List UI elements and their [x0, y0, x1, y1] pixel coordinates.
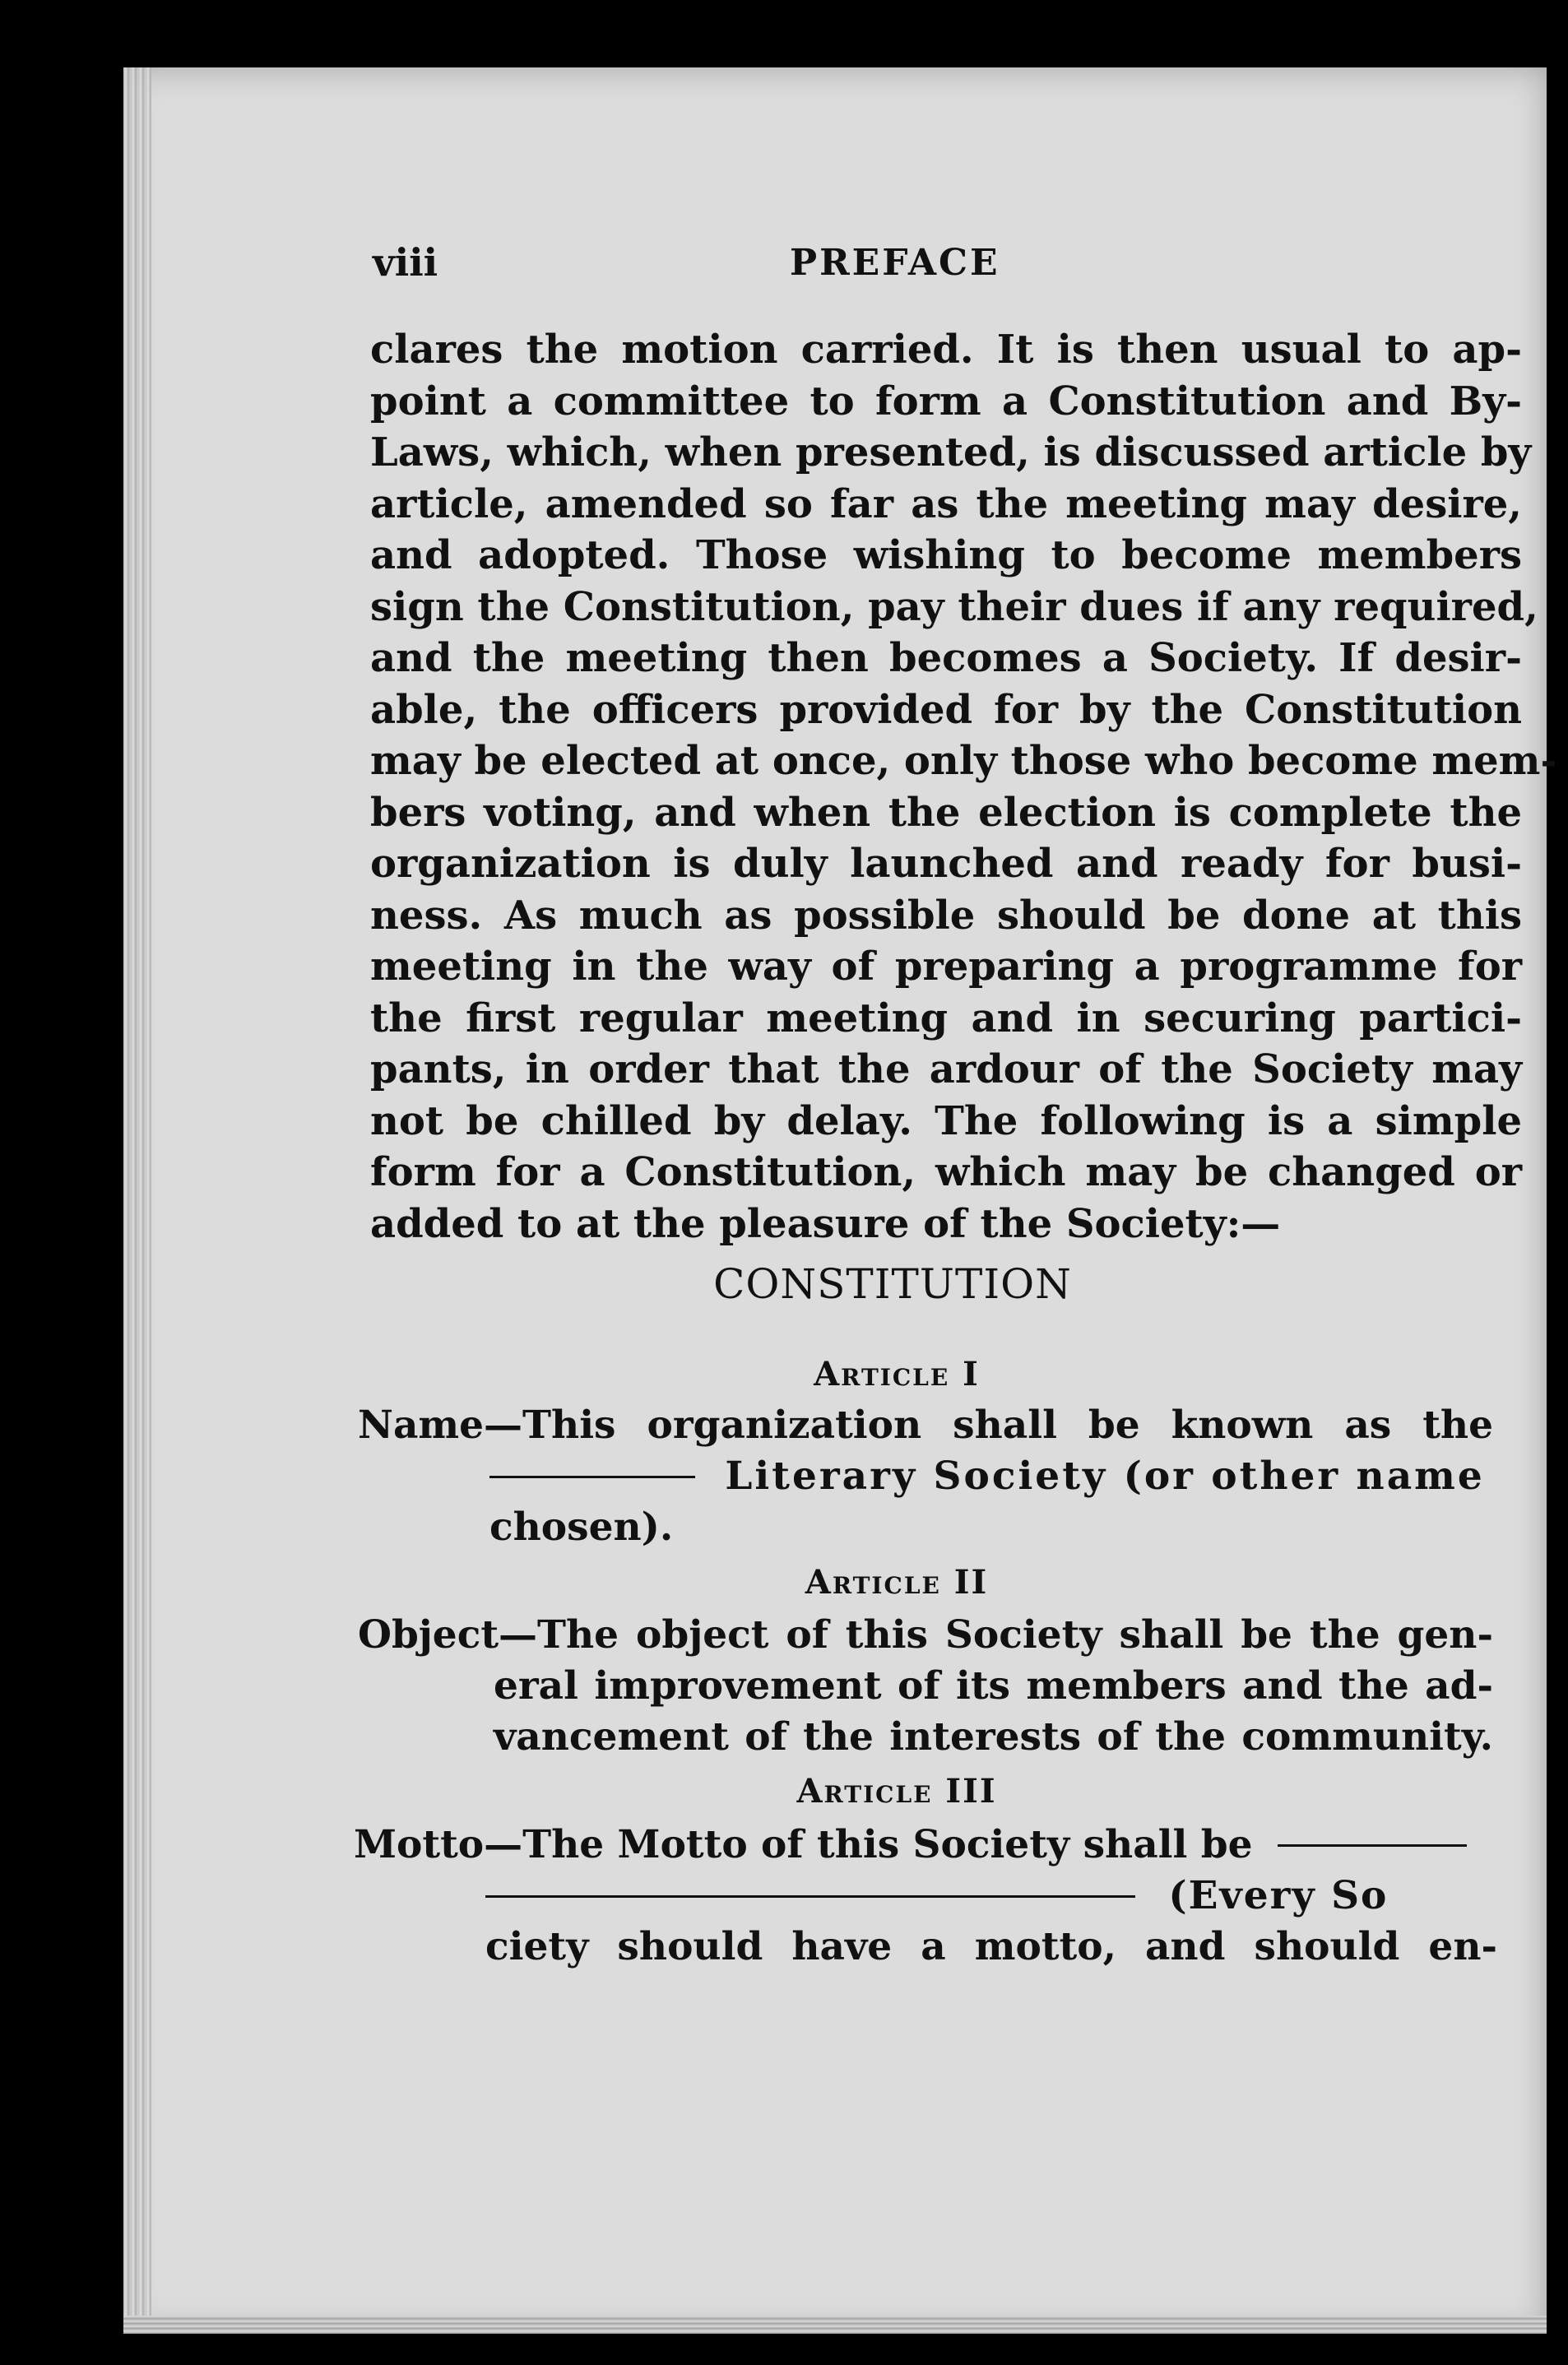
article-heading: Article III	[796, 1772, 997, 1811]
body-line: pants, in order that the ardour of the Society may	[370, 1046, 1522, 1092]
page-bottom-edge	[123, 2316, 1547, 2334]
body-line: form for a Constitution, which may be changed or	[370, 1149, 1522, 1195]
article-body	[358, 1400, 1493, 1451]
article-line-text: Motto—The Motto of this Society shall be	[354, 1822, 1253, 1867]
article-line-text: (Every So	[1168, 1873, 1389, 1918]
body-line: bers voting, and when the election is complete the	[370, 789, 1522, 836]
blank-line	[1278, 1844, 1467, 1847]
blank-line	[485, 1895, 1135, 1898]
body-line: article, amended so far as the meeting may desire,	[370, 480, 1522, 527]
body-line: able, the officers provided for by the Constitution	[370, 686, 1522, 733]
article-line: vancement of the interests of the community.	[494, 1714, 1493, 1760]
body-line: organization is duly launched and ready for busi-	[370, 841, 1522, 887]
article-body	[485, 1871, 1497, 1973]
article-body	[354, 1820, 1497, 1871]
page-number: viii	[373, 240, 438, 285]
article-body	[489, 1451, 1493, 1553]
running-title: PREFACE	[790, 242, 1000, 284]
body-line: not be chilled by delay. The following is a simple	[370, 1097, 1522, 1144]
book-page	[123, 67, 1557, 2334]
article-line: chosen).	[489, 1505, 674, 1550]
constitution-heading: CONSTITUTION	[713, 1260, 1072, 1308]
article-heading: Article I	[814, 1355, 980, 1393]
article-line	[485, 1871, 1497, 1922]
article-body	[494, 1661, 1493, 1763]
page-gutter-edge	[123, 67, 151, 2334]
body-line: may be elected at once, only those who become mem-	[370, 738, 1557, 784]
article-heading: Article II	[805, 1563, 989, 1602]
body-line: and adopted. Those wishing to become members	[370, 532, 1522, 578]
article-line: Name—This organization shall be known as the	[358, 1403, 1493, 1448]
article-line	[354, 1820, 1497, 1871]
body-line: the first regular meeting and in securing partici-	[370, 995, 1522, 1041]
article-line-text: Literary Society (or other name	[725, 1454, 1485, 1499]
body-line: added to at the pleasure of the Society:—	[370, 1200, 1281, 1247]
article-line: Object—The object of this Society shall be the gen-	[358, 1612, 1493, 1658]
article-line: ciety should have a motto, and should en-	[485, 1924, 1497, 1969]
body-line: Laws, which, when presented, is discussed article by	[370, 429, 1532, 475]
body-line: sign the Constitution, pay their dues if any required,	[370, 583, 1538, 630]
preface-body-text	[370, 324, 1557, 1250]
article-body	[358, 1610, 1493, 1661]
body-line: clares the motion carried. It is then usual to ap-	[370, 327, 1522, 373]
article-line: eral improvement of its members and the ad-	[494, 1663, 1493, 1709]
article-line	[489, 1451, 1493, 1502]
blank-line	[489, 1476, 695, 1478]
body-line: point a committee to form a Constitution and By-	[370, 378, 1522, 424]
body-line: and the meeting then becomes a Society. If desir-	[370, 635, 1522, 681]
body-line: meeting in the way of preparing a programme for	[370, 944, 1522, 990]
body-line: ness. As much as possible should be done at this	[370, 892, 1522, 939]
